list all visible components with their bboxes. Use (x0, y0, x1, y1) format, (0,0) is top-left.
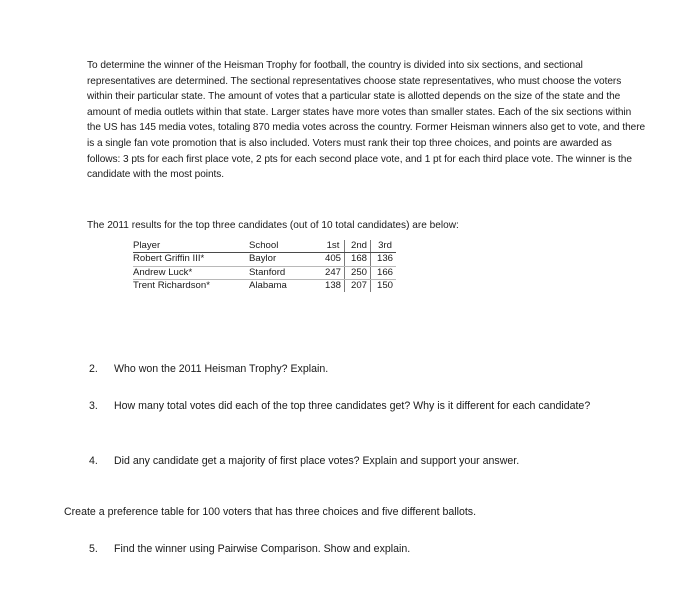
second-votes-cell: 207 (345, 279, 371, 292)
question-text: Who won the 2011 Heisman Trophy? Explain. (114, 363, 329, 375)
player-cell: Robert Griffin III* (133, 253, 249, 266)
table-row (133, 279, 396, 292)
school-cell: Alabama (249, 279, 287, 291)
preference-instruction: Create a preference table for 100 voters that has three choices and five different ballots. (64, 506, 477, 518)
table-row (133, 266, 396, 279)
question-text: Did any candidate get a majority of first place votes? Explain and support your answer. (114, 455, 520, 467)
third-votes-cell: 166 (371, 266, 397, 279)
first-votes-cell: 247 (322, 266, 345, 279)
question-number: 2. (89, 363, 98, 375)
school-cell: Baylor (249, 253, 322, 266)
question-text: Find the winner using Pairwise Comparison. Show and explain. (114, 543, 411, 555)
second-votes-cell: 250 (345, 266, 371, 279)
header-2nd: 2nd (345, 240, 371, 253)
second-votes-cell: 168 (345, 253, 371, 266)
third-votes-cell: 150 (371, 279, 397, 292)
player-cell: Andrew Luck* (133, 266, 249, 279)
school-cell: Stanford (249, 266, 322, 279)
player-cell: Trent Richardson* (133, 279, 210, 291)
question-number: 4. (89, 455, 98, 467)
header-3rd: 3rd (371, 240, 397, 253)
table-row (133, 253, 396, 266)
results-table (133, 240, 396, 292)
table-lead-text: The 2011 results for the top three candidates (out of 10 total candidates) are below: (87, 220, 459, 231)
header-player: Player (133, 240, 249, 253)
question-text: How many total votes did each of the top three candidates get? Why is it different for each candidate? (114, 400, 591, 412)
table-header-row (133, 240, 396, 253)
intro-paragraph: To determine the winner of the Heisman Trophy for football, the country is divided into six sections, and sectional representatives are determined. The sectional representatives choose state representatives, who must choose the voters within their particular state. The amount of votes that a particular state is allotted depends on the size of the state and the amount of media outlets within that state. Larger states have more votes than smaller states. Each of the six sections within the US has 145 media votes, totaling 870 media votes across the country. Former Heisman winners also get to vote, and there is a single fan vote promotion that is also included. Voters must rank their top three choices, and points are awarded as follows: 3 pts for each first place vote, 2 pts for each second place vote, and 1 pt for each third place vote. The winner is the candidate with the most points. (87, 60, 646, 181)
question-number: 3. (89, 400, 98, 412)
header-1st: 1st (322, 240, 345, 253)
third-votes-cell: 136 (371, 253, 397, 266)
header-school: School (249, 240, 322, 253)
first-votes-cell: 138 (324, 279, 341, 291)
question-number: 5. (89, 543, 98, 555)
first-votes-cell: 405 (322, 253, 345, 266)
